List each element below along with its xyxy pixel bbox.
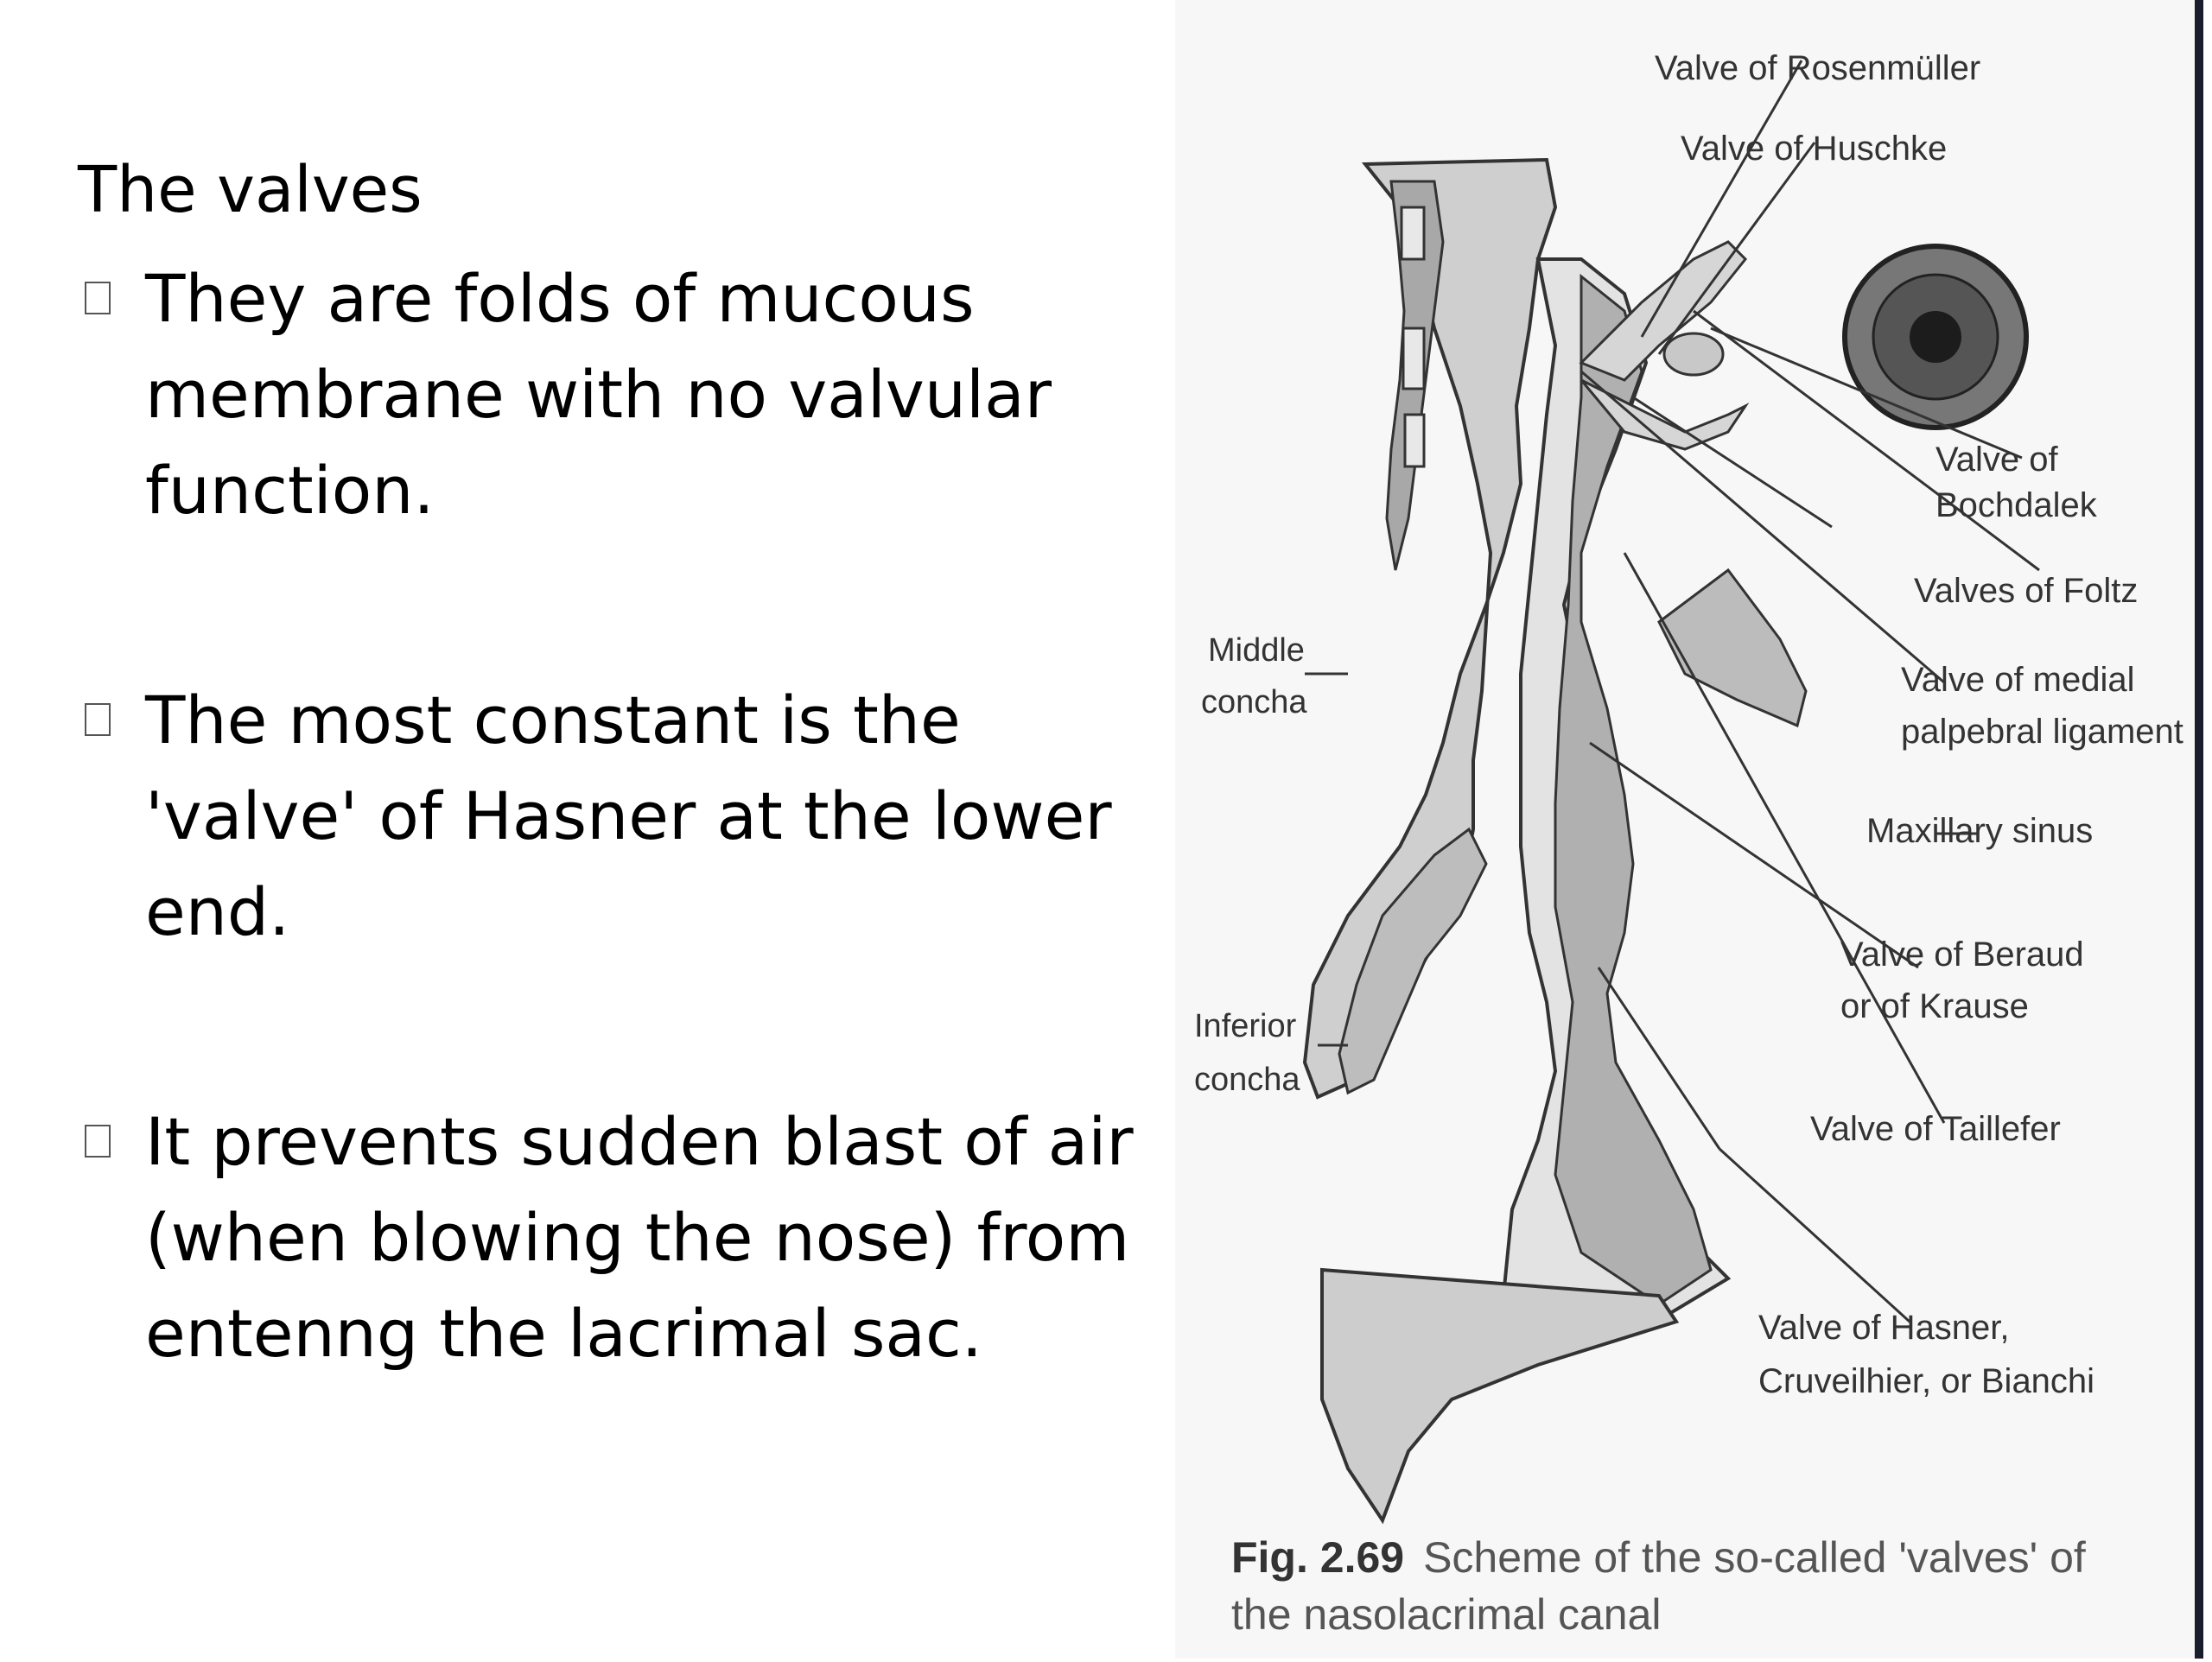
nasal-floor-shape: [1322, 1270, 1676, 1520]
figure-caption: [1231, 1529, 2095, 1643]
label-hasner-2: Cruveilhier, or Bianchi: [1758, 1362, 2095, 1400]
anatomy-figure: [1175, 0, 2203, 1659]
air-cell: [1402, 207, 1424, 259]
pupil-shape: [1910, 311, 1961, 363]
figure-caption-text: Scheme of the so-called 'valves' of the nasolacrimal canal: [1231, 1533, 2086, 1639]
label-beraud-2: or of Krause: [1840, 987, 2029, 1025]
label-hasner-1: Valve of Hasner,: [1758, 1309, 2010, 1347]
bullet-list: [78, 251, 1166, 1381]
bullet-text: They are folds of mucous membrane with no valvular function.: [145, 260, 1052, 529]
label-bochdalek-2: Bochdalek: [1936, 486, 2097, 524]
label-foltz: Valves of Foltz: [1914, 572, 2139, 610]
bullet-box-icon: [85, 703, 111, 736]
label-inferior-concha-2: concha: [1194, 1062, 1300, 1098]
maxillary-sinus-shape: [1659, 570, 1806, 726]
figure-number: Fig. 2.69: [1231, 1533, 1405, 1582]
bullet-item: [78, 672, 1166, 960]
bullet-box-icon: [85, 1125, 111, 1158]
label-beraud-1: Valve of Beraud: [1840, 936, 2084, 974]
bullet-item: [78, 251, 1166, 538]
label-middle-concha-2: concha: [1201, 684, 1307, 720]
label-medial-1: Valve of medial: [1901, 661, 2135, 699]
label-medial-2: palpebral ligament: [1901, 713, 2183, 751]
label-maxillary: Maxillary sinus: [1866, 812, 2094, 850]
label-taillefer: Valve of Taillefer: [1810, 1110, 2061, 1148]
bullet-item: [78, 1094, 1166, 1381]
bullet-text: It prevents sudden blast of air (when blowing the nose) from entenng the lacrimal sac.: [145, 1103, 1134, 1372]
label-bochdalek-1: Valve of: [1936, 441, 2058, 479]
label-rosenmuller: Valve of Rosenmüller: [1655, 49, 1981, 87]
label-middle-concha-1: Middle: [1208, 632, 1305, 669]
label-huschke: Valve of Huschke: [1681, 130, 1948, 168]
air-cell: [1405, 415, 1424, 466]
slide-heading: The valves: [78, 153, 423, 227]
lacrimal-papilla-shape: [1664, 333, 1723, 375]
nasolacrimal-diagram: [1175, 0, 2203, 1659]
label-inferior-concha-1: Inferior: [1194, 1008, 1297, 1044]
bullet-box-icon: [85, 282, 111, 314]
air-cell: [1403, 328, 1424, 389]
slide-text: [78, 147, 1166, 1515]
bullet-text: The most constant is the 'valve' of Hasner at the lower end.: [145, 682, 1112, 950]
slide-edge: [2195, 0, 2203, 1659]
